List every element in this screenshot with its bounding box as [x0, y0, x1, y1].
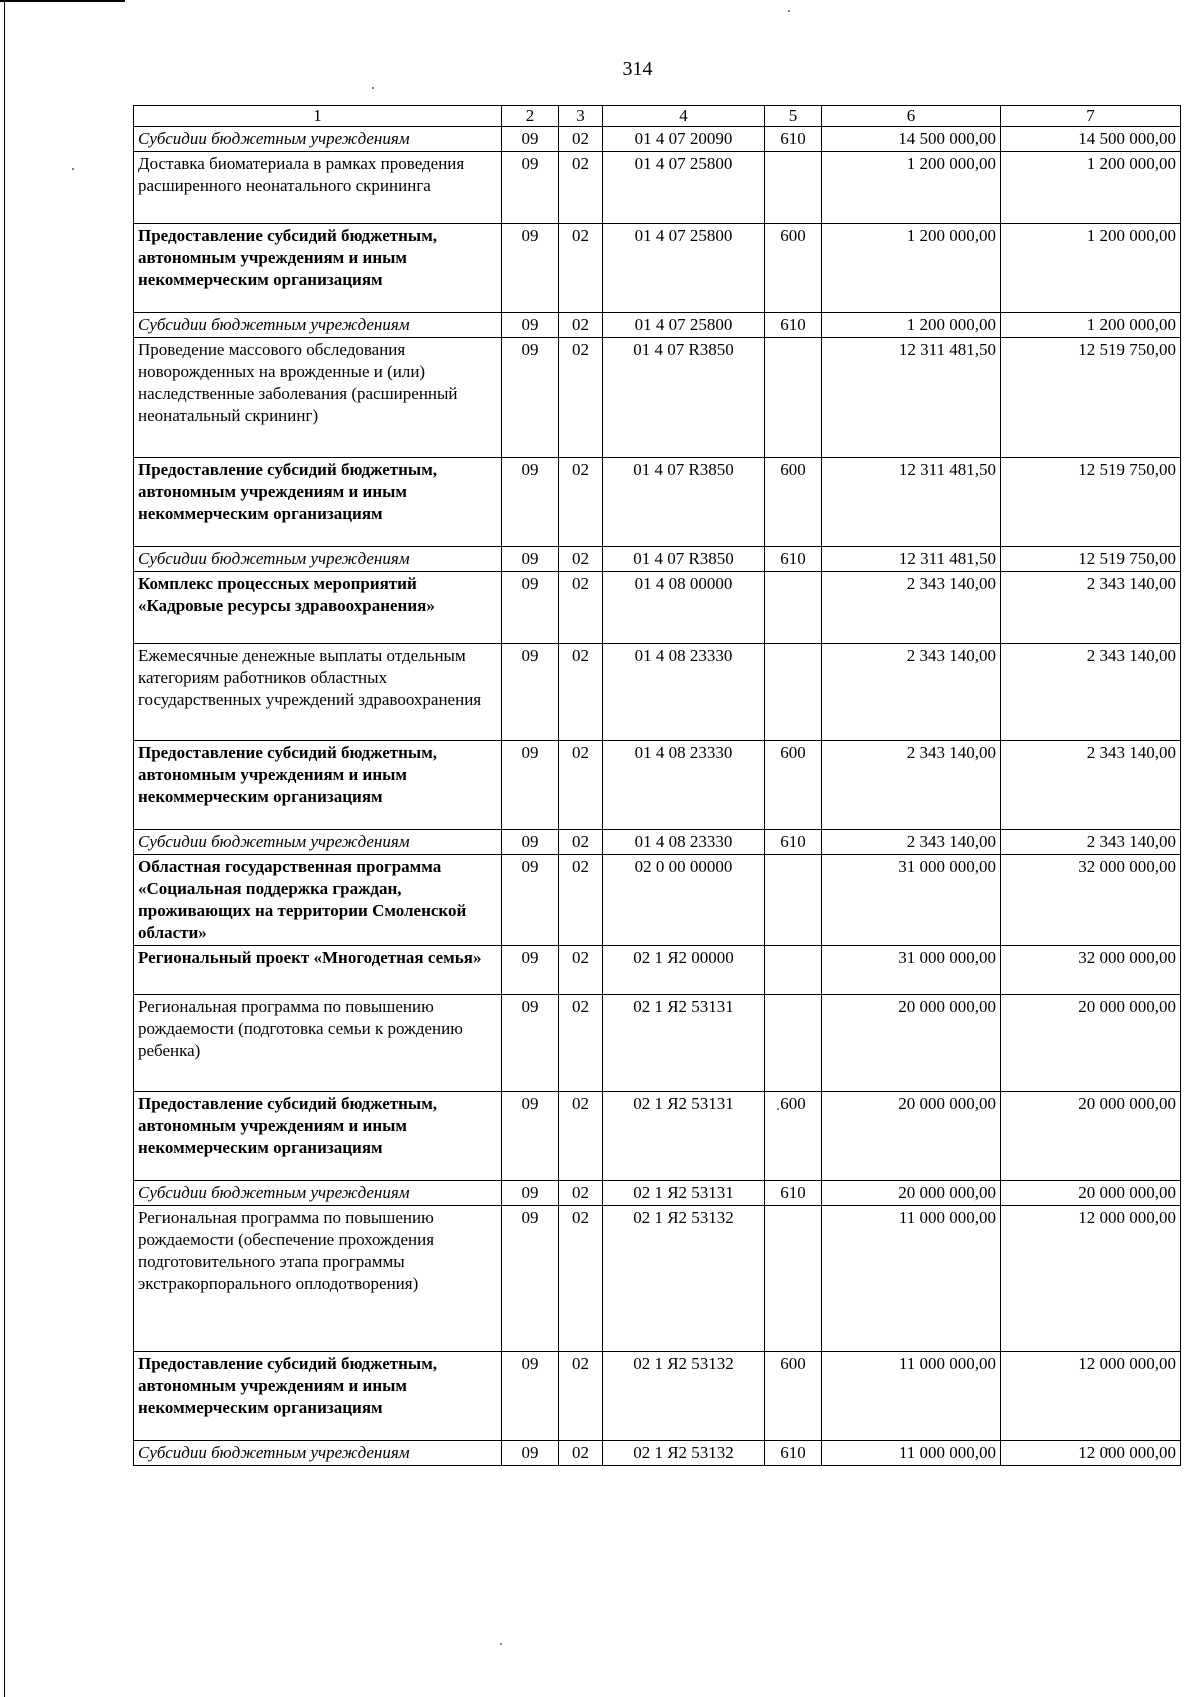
amount-year-2-cell: 12 000 000,00 — [1001, 1352, 1181, 1441]
table-row — [134, 995, 1181, 1092]
amount-year-2-cell: 14 500 000,00 — [1001, 127, 1181, 152]
subsection-code-cell: 02 — [559, 224, 603, 313]
table-row — [134, 644, 1181, 741]
section-code-cell: 09 — [502, 1206, 559, 1352]
amount-year-1-cell: 2 343 140,00 — [822, 830, 1001, 855]
scan-edge-top — [0, 0, 125, 2]
section-code-cell: 09 — [502, 995, 559, 1092]
amount-year-2-cell: 32 000 000,00 — [1001, 946, 1181, 995]
scan-edge-left — [4, 0, 5, 1697]
section-code-cell: 09 — [502, 547, 559, 572]
column-header: 6 — [822, 106, 1001, 127]
amount-year-2-cell: 20 000 000,00 — [1001, 1092, 1181, 1181]
row-name-cell: Субсидии бюджетным учреждениям — [134, 1441, 502, 1466]
amount-year-1-cell: 1 200 000,00 — [822, 152, 1001, 224]
amount-year-1-cell: 12 311 481,50 — [822, 338, 1001, 458]
scan-speck — [788, 10, 790, 12]
table-header-row — [134, 106, 1181, 127]
subsection-code-cell: 02 — [559, 572, 603, 644]
section-code-cell: 09 — [502, 152, 559, 224]
amount-year-1-cell: 31 000 000,00 — [822, 946, 1001, 995]
target-article-cell: 01 4 07 R3850 — [603, 547, 765, 572]
subsection-code-cell: 02 — [559, 644, 603, 741]
row-name-cell: Проведение массового обследования новорожденных на врожденные и (или) наследственные заболевания (расширенный неонатальный скрининг) — [134, 338, 502, 458]
row-name-cell: Субсидии бюджетным учреждениям — [134, 127, 502, 152]
amount-year-1-cell: 12 311 481,50 — [822, 458, 1001, 547]
subsection-code-cell: 02 — [559, 458, 603, 547]
expense-type-cell — [765, 572, 822, 644]
amount-year-2-cell: 20 000 000,00 — [1001, 1181, 1181, 1206]
section-code-cell: 09 — [502, 313, 559, 338]
amount-year-2-cell: 12 519 750,00 — [1001, 338, 1181, 458]
table-row — [134, 224, 1181, 313]
amount-year-1-cell: 12 311 481,50 — [822, 547, 1001, 572]
target-article-cell: 01 4 07 R3850 — [603, 458, 765, 547]
subsection-code-cell: 02 — [559, 338, 603, 458]
section-code-cell: 09 — [502, 946, 559, 995]
row-name-cell: Предоставление субсидий бюджетным, автономным учреждениям и иным некоммерческим организациям — [134, 1092, 502, 1181]
target-article-cell: 01 4 08 00000 — [603, 572, 765, 644]
amount-year-1-cell: 14 500 000,00 — [822, 127, 1001, 152]
expense-type-cell: 610 — [765, 547, 822, 572]
section-code-cell: 09 — [502, 572, 559, 644]
row-name-cell: Региональный проект «Многодетная семья» — [134, 946, 502, 995]
column-header: 1 — [134, 106, 502, 127]
row-name-cell: Предоставление субсидий бюджетным, автономным учреждениям и иным некоммерческим организациям — [134, 741, 502, 830]
target-article-cell: 01 4 08 23330 — [603, 830, 765, 855]
table-row — [134, 152, 1181, 224]
subsection-code-cell: 02 — [559, 830, 603, 855]
target-article-cell: 01 4 07 20090 — [603, 127, 765, 152]
amount-year-1-cell: 31 000 000,00 — [822, 855, 1001, 946]
target-article-cell: 02 1 Я2 53131 — [603, 1181, 765, 1206]
section-code-cell: 09 — [502, 644, 559, 741]
amount-year-1-cell: 2 343 140,00 — [822, 572, 1001, 644]
section-code-cell: 09 — [502, 830, 559, 855]
table-row — [134, 1352, 1181, 1441]
amount-year-2-cell: 32 000 000,00 — [1001, 855, 1181, 946]
amount-year-2-cell: 1 200 000,00 — [1001, 313, 1181, 338]
row-name-cell: Субсидии бюджетным учреждениям — [134, 1181, 502, 1206]
table-row — [134, 572, 1181, 644]
row-name-cell: Ежемесячные денежные выплаты отдельным категориям работников областных государственных учреждений здравоохранения — [134, 644, 502, 741]
row-name-cell: Предоставление субсидий бюджетным, автономным учреждениям и иным некоммерческим организациям — [134, 224, 502, 313]
amount-year-1-cell: 20 000 000,00 — [822, 995, 1001, 1092]
amount-year-2-cell: 12 519 750,00 — [1001, 547, 1181, 572]
expense-type-cell: 600 — [765, 458, 822, 547]
row-name-cell: Доставка биоматериала в рамках проведения расширенного неонатального скрининга — [134, 152, 502, 224]
target-article-cell: 02 1 Я2 53131 — [603, 1092, 765, 1181]
section-code-cell: 09 — [502, 1092, 559, 1181]
subsection-code-cell: 02 — [559, 946, 603, 995]
budget-table — [133, 105, 1181, 1466]
row-name-cell: Субсидии бюджетным учреждениям — [134, 830, 502, 855]
amount-year-2-cell: 2 343 140,00 — [1001, 644, 1181, 741]
amount-year-2-cell: 12 000 000,00 — [1001, 1206, 1181, 1352]
section-code-cell: 09 — [502, 1441, 559, 1466]
row-name-cell: Региональная программа по повышению рождаемости (подготовка семьи к рождению ребенка) — [134, 995, 502, 1092]
amount-year-1-cell: 1 200 000,00 — [822, 224, 1001, 313]
subsection-code-cell: 02 — [559, 741, 603, 830]
section-code-cell: 09 — [502, 855, 559, 946]
target-article-cell: 02 1 Я2 53131 — [603, 995, 765, 1092]
table-row — [134, 830, 1181, 855]
amount-year-1-cell: 2 343 140,00 — [822, 644, 1001, 741]
amount-year-1-cell: 11 000 000,00 — [822, 1206, 1001, 1352]
column-header: 7 — [1001, 106, 1181, 127]
expense-type-cell — [765, 644, 822, 741]
row-name-cell: Предоставление субсидий бюджетным, автономным учреждениям и иным некоммерческим организациям — [134, 1352, 502, 1441]
scan-speck — [500, 1643, 502, 1645]
subsection-code-cell: 02 — [559, 1206, 603, 1352]
expense-type-cell — [765, 855, 822, 946]
expense-type-cell: 600 — [765, 1352, 822, 1441]
table-row — [134, 1181, 1181, 1206]
subsection-code-cell: 02 — [559, 547, 603, 572]
table-row — [134, 127, 1181, 152]
amount-year-2-cell: 1 200 000,00 — [1001, 152, 1181, 224]
amount-year-1-cell: 11 000 000,00 — [822, 1441, 1001, 1466]
amount-year-1-cell: 11 000 000,00 — [822, 1352, 1001, 1441]
amount-year-1-cell: 2 343 140,00 — [822, 741, 1001, 830]
subsection-code-cell: 02 — [559, 995, 603, 1092]
table-row — [134, 1441, 1181, 1466]
column-header: 4 — [603, 106, 765, 127]
amount-year-2-cell: 12 000 000,00 — [1001, 1441, 1181, 1466]
scan-speck — [72, 168, 74, 170]
expense-type-cell: 610 — [765, 313, 822, 338]
subsection-code-cell: 02 — [559, 855, 603, 946]
amount-year-2-cell: 12 519 750,00 — [1001, 458, 1181, 547]
row-name-cell: Субсидии бюджетным учреждениям — [134, 547, 502, 572]
section-code-cell: 09 — [502, 224, 559, 313]
target-article-cell: 02 1 Я2 00000 — [603, 946, 765, 995]
amount-year-1-cell: 20 000 000,00 — [822, 1181, 1001, 1206]
expense-type-cell — [765, 152, 822, 224]
subsection-code-cell: 02 — [559, 1352, 603, 1441]
expense-type-cell: 600 — [765, 224, 822, 313]
expense-type-cell: 610 — [765, 1181, 822, 1206]
target-article-cell: 01 4 08 23330 — [603, 741, 765, 830]
table-body — [134, 127, 1181, 1466]
section-code-cell: 09 — [502, 741, 559, 830]
subsection-code-cell: 02 — [559, 127, 603, 152]
target-article-cell: 01 4 07 25800 — [603, 224, 765, 313]
table-row — [134, 313, 1181, 338]
row-name-cell: Комплекс процессных мероприятий «Кадровые ресурсы здравоохранения» — [134, 572, 502, 644]
expense-type-cell — [765, 338, 822, 458]
row-name-cell: Региональная программа по повышению рождаемости (обеспечение прохождения подготовительного этапа программы экстракорпорального оплодотворения) — [134, 1206, 502, 1352]
page-number: 314 — [622, 58, 653, 80]
expense-type-cell: 610 — [765, 830, 822, 855]
amount-year-1-cell: 1 200 000,00 — [822, 313, 1001, 338]
row-name-cell: Областная государственная программа «Социальная поддержка граждан, проживающих на территории Смоленской области» — [134, 855, 502, 946]
table-row — [134, 1092, 1181, 1181]
expense-type-cell: 610 — [765, 127, 822, 152]
row-name-cell: Субсидии бюджетным учреждениям — [134, 313, 502, 338]
amount-year-2-cell: 2 343 140,00 — [1001, 830, 1181, 855]
target-article-cell: 01 4 08 23330 — [603, 644, 765, 741]
row-name-cell: Предоставление субсидий бюджетным, автономным учреждениям и иным некоммерческим организациям — [134, 458, 502, 547]
target-article-cell: 02 1 Я2 53132 — [603, 1352, 765, 1441]
target-article-cell: 01 4 07 25800 — [603, 152, 765, 224]
expense-type-cell — [765, 995, 822, 1092]
amount-year-2-cell: 20 000 000,00 — [1001, 995, 1181, 1092]
target-article-cell: 01 4 07 R3850 — [603, 338, 765, 458]
expense-type-cell: 600 — [765, 1092, 822, 1181]
section-code-cell: 09 — [502, 1352, 559, 1441]
column-header: 3 — [559, 106, 603, 127]
scan-speck — [372, 87, 374, 89]
subsection-code-cell: 02 — [559, 313, 603, 338]
target-article-cell: 01 4 07 25800 — [603, 313, 765, 338]
column-header: 5 — [765, 106, 822, 127]
expense-type-cell: 600 — [765, 741, 822, 830]
subsection-code-cell: 02 — [559, 152, 603, 224]
column-header: 2 — [502, 106, 559, 127]
section-code-cell: 09 — [502, 338, 559, 458]
expense-type-cell — [765, 1206, 822, 1352]
expense-type-cell: 610 — [765, 1441, 822, 1466]
subsection-code-cell: 02 — [559, 1092, 603, 1181]
target-article-cell: 02 1 Я2 53132 — [603, 1441, 765, 1466]
target-article-cell: 02 1 Я2 53132 — [603, 1206, 765, 1352]
table-row — [134, 547, 1181, 572]
table-row — [134, 1206, 1181, 1352]
amount-year-2-cell: 2 343 140,00 — [1001, 741, 1181, 830]
subsection-code-cell: 02 — [559, 1441, 603, 1466]
target-article-cell: 02 0 00 00000 — [603, 855, 765, 946]
section-code-cell: 09 — [502, 458, 559, 547]
table-row — [134, 855, 1181, 946]
table-row — [134, 741, 1181, 830]
amount-year-2-cell: 1 200 000,00 — [1001, 224, 1181, 313]
amount-year-2-cell: 2 343 140,00 — [1001, 572, 1181, 644]
expense-type-cell — [765, 946, 822, 995]
table-row — [134, 338, 1181, 458]
table-row — [134, 458, 1181, 547]
subsection-code-cell: 02 — [559, 1181, 603, 1206]
section-code-cell: 09 — [502, 127, 559, 152]
section-code-cell: 09 — [502, 1181, 559, 1206]
table-row — [134, 946, 1181, 995]
amount-year-1-cell: 20 000 000,00 — [822, 1092, 1001, 1181]
